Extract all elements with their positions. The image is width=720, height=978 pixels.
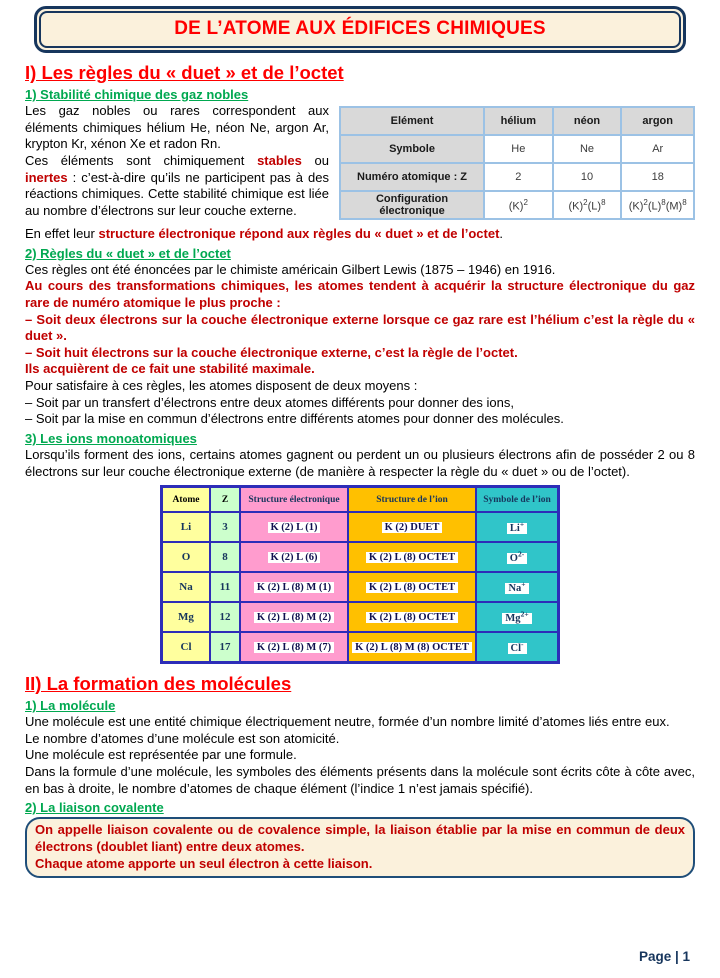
gas-table-cell: 10 — [553, 163, 622, 191]
page-number: Page | 1 — [638, 949, 690, 964]
ions-table-cell: Li+ — [476, 512, 559, 542]
gas-table-label-cell: Numéro atomique : Z — [340, 163, 484, 191]
paragraph: Lorsqu’ils forment des ions, certains atomes gagnent ou perdent un ou plusieurs électrons afin de posséder 2 ou 8 électrons sur leur couche électronique externe (de manière à respecter la règle du « duet » ou de l’octet). — [25, 446, 695, 479]
ions-table-header-cell: Structure électronique — [240, 487, 348, 513]
ions-table-cell: 17 — [210, 632, 240, 663]
subsection-1-3-heading: 3) Les ions monoatomiques — [25, 430, 197, 446]
ions-table-header-cell: Structure de l’ion — [348, 487, 476, 513]
section-2-heading: II) La formation des molécules — [25, 673, 292, 695]
ions-table-cell: K (2) DUET — [348, 512, 476, 542]
paragraph: Une molécule est une entité chimique électriquement neutre, formée d’un nombre limité d’atomes liés entre eux. — [25, 714, 670, 730]
title-banner — [34, 6, 686, 53]
ions-table-cell: Mg — [162, 602, 211, 632]
document-title: DE L’ATOME AUX ÉDIFICES CHIMIQUES — [174, 18, 546, 39]
gas-table-label-cell: Symbole — [340, 135, 484, 163]
subsection-2-2-heading: 2) La liaison covalente — [25, 800, 164, 816]
table-row — [162, 512, 559, 542]
ions-table-cell: 12 — [210, 602, 240, 632]
table-row — [162, 572, 559, 602]
section-1-heading: I) Les règles du « duet » et de l’octet — [25, 62, 344, 83]
list-item: – Soit par la mise en commun d’électrons entre différents atomes pour donner des molécules. — [25, 411, 564, 427]
paragraph: Le nombre d’atomes d’une molécule est son atomicité. — [25, 730, 340, 746]
paragraph: Ces règles ont été énoncées par le chimiste américain Gilbert Lewis (1875 – 1946) en 1916. — [25, 261, 556, 277]
table-row — [340, 191, 694, 219]
callout-text: On appelle liaison covalente ou de covalence simple, la liaison établie par la mise en commun de deux électrons (doublet liant) entre deux atomes. — [35, 822, 685, 854]
gas-table-cell: 18 — [621, 163, 694, 191]
paragraph: Ces éléments sont chimiquement stables ou inertes : c’est-à-dire qu’ils ne participent pas à des réactions chimiques. Cette stabilité chimique est liée au nombre d’électrons sur leur couche externe. — [25, 152, 330, 218]
gas-table-header-cell: hélium — [484, 107, 553, 135]
ions-table-cell: K (2) L (8) M (1) — [240, 572, 348, 602]
paragraph: Les gaz nobles ou rares correspondent aux éléments chimiques hélium He, néon Ne, argon Ar, krypton Kr, xénon Xe et radon Rn. — [25, 103, 329, 152]
emphasis-text: structure électronique répond aux règles du « duet » et de l’octet — [98, 226, 500, 241]
ions-table-header-cell: Z — [210, 487, 240, 513]
gas-table-header-cell: néon — [553, 107, 622, 135]
subsection-2-1-heading: 1) La molécule — [25, 698, 116, 714]
gas-table-header-cell: argon — [621, 107, 694, 135]
ions-table-cell: $Mg^{2+}$ — [476, 602, 559, 632]
ions-table-cell: O — [162, 542, 211, 572]
ions-table-cell: $O^{2-}$ — [476, 542, 559, 572]
table-row — [162, 632, 559, 663]
emphasis-text: stables — [257, 152, 302, 168]
ions-table-cell: 11 — [210, 572, 240, 602]
paragraph: Au cours des transformations chimiques, les atomes tendent à acquérir la structure électronique du gaz rare de numéro atomique le plus proche : — [25, 278, 695, 310]
ions-table-cell: K (2) L (1) — [240, 512, 348, 542]
ions-table-cell: K (2) L (8) OCTET — [348, 572, 476, 602]
gas-table-cell: $(K)^2$ — [484, 191, 553, 219]
title-banner-inner — [39, 11, 681, 48]
gas-nobles-table — [339, 106, 695, 220]
ions-table-cell: K (2) L (8) OCTET — [348, 542, 476, 572]
ions-table-cell: Li — [162, 512, 211, 542]
paragraph: Une molécule est représentée par une formule. — [25, 747, 297, 763]
gas-table-cell: He — [484, 135, 553, 163]
table-header-row — [162, 487, 559, 513]
ions-table-cell: K (2) L (8) OCTET — [348, 602, 476, 632]
ions-table-cell: Cl — [162, 632, 211, 663]
ions-table-cell: K (2) L (8) M (8) OCTET — [348, 632, 476, 663]
ions-table-cell: K (2) L (6) — [240, 542, 348, 572]
ions-table-container — [25, 485, 695, 664]
gas-table-label-cell: Configuration électronique — [340, 191, 484, 219]
callout-text: Chaque atome apporte un seul électron à cette liaison. — [35, 855, 373, 871]
ions-table-cell: 3 — [210, 512, 240, 542]
ions-table — [160, 485, 560, 664]
paragraph: Ils acquièrent de ce fait une stabilité maximale. — [25, 361, 315, 377]
subsection-1-2-heading: 2) Règles du « duet » et de l’octet — [25, 245, 231, 261]
gas-table-cell: 2 — [484, 163, 553, 191]
ions-table-cell: Na+ — [476, 572, 559, 602]
ions-table-cell: K (2) L (8) M (2) — [240, 602, 348, 632]
paragraph: En effet leur structure électronique répond aux règles du « duet » et de l’octet. — [25, 226, 504, 241]
table-row — [162, 542, 559, 572]
ions-table-cell: K (2) L (8) M (7) — [240, 632, 348, 663]
gas-table-cell: $(K)^2(L)^8$ — [553, 191, 622, 219]
list-item: – Soit par un transfert d’électrons entre deux atomes différents pour donner des ions, — [25, 394, 514, 410]
ions-table-cell: Na — [162, 572, 211, 602]
table-row — [340, 163, 694, 191]
list-item: – Soit huit électrons sur la couche électronique externe, c’est la règle de l’octet. — [25, 344, 518, 360]
ions-table-header-cell: Atome — [162, 487, 211, 513]
gas-table-header-cell: Elément — [340, 107, 484, 135]
paragraph: Pour satisfaire à ces règles, les atomes disposent de deux moyens : — [25, 378, 418, 393]
gas-nobles-block — [25, 103, 695, 219]
list-item: – Soit deux électrons sur la couche électronique externe lorsque ce gaz rare est l’hélium c’est la règle du « duet ». — [25, 311, 695, 344]
gas-table-cell: Ar — [621, 135, 694, 163]
gas-table-cell: Ne — [553, 135, 622, 163]
ions-table-header-cell: Symbole de l’ion — [476, 487, 559, 513]
table-row — [162, 602, 559, 632]
table-row — [340, 135, 694, 163]
table-row — [340, 107, 694, 135]
ions-table-cell: 8 — [210, 542, 240, 572]
paragraph: Dans la formule d’une molécule, les symboles des éléments présents dans la molécule sont écrits côte à côte avec, en bas à droite, le nombre d’atomes de chaque élément (l’indice 1 n’est jamais spécifié). — [25, 764, 695, 796]
gas-table-cell: $(K)^2(L)^8(M)^8$ — [621, 191, 694, 219]
definition-callout-box — [25, 817, 695, 878]
emphasis-text: inertes — [25, 169, 68, 185]
subsection-1-1-heading: 1) Stabilité chimique des gaz nobles — [25, 87, 249, 102]
ions-table-cell: Cl- — [476, 632, 559, 663]
